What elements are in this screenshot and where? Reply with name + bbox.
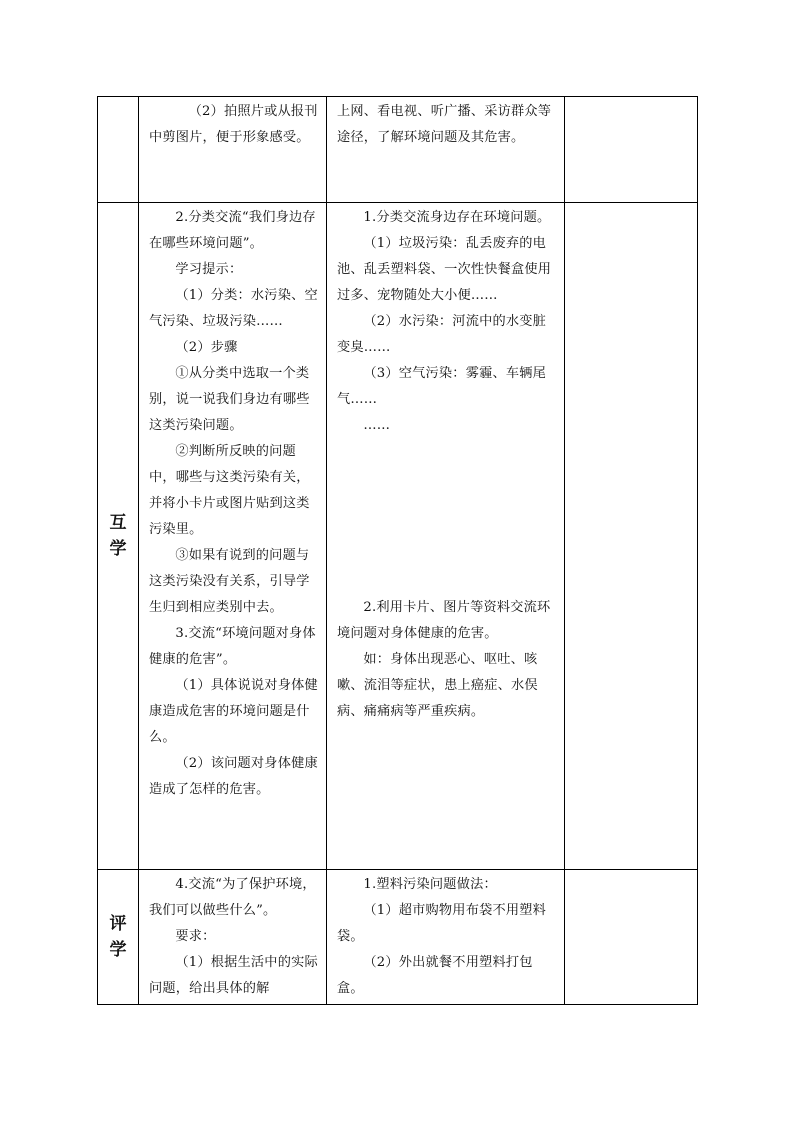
- paragraph: 学习提示：: [175, 262, 243, 277]
- paragraph: ②判断所反映的问题中，哪些与这类污染有关，并将小卡片或图片贴到这类污染里。: [149, 444, 310, 537]
- row-label-text: 评 学: [109, 914, 127, 960]
- paragraph: （3）空气污染：雾霾、车辆尾气……: [337, 366, 547, 407]
- notes-cell: [565, 870, 698, 1005]
- paragraph: （1）根据生活中的实际问题，给出具体的解: [149, 955, 318, 996]
- notes-cell: [565, 203, 698, 870]
- teacher-activity: [139, 97, 326, 151]
- paragraph: ①从分类中选取一个类别，说一说我们身边有哪些这类污染问题。: [149, 366, 310, 433]
- paragraph: （2）拍照片或从报刊中剪图片，便于形象感受。: [149, 104, 318, 145]
- paragraph: ……: [363, 418, 391, 433]
- paragraph: 2.利用卡片、图片等资料交流环境问题对身体健康的危害。: [337, 600, 551, 641]
- paragraph: 3.交流“环境问题对身体健康的危害”。: [149, 626, 316, 667]
- paragraph: （1）分类：水污染、空气污染、垃圾污染……: [149, 288, 318, 329]
- teacher-activity-cell: [139, 870, 327, 1005]
- paragraph: 1.塑料污染问题做法：: [363, 877, 497, 892]
- paragraph: 1.分类交流身边存在环境问题。: [363, 210, 551, 225]
- paragraph: （1）具体说说对身体健康造成危害的环境问题是什么。: [149, 678, 318, 745]
- notes-cell: [565, 97, 698, 203]
- paragraph: （2）该问题对身体健康造成了怎样的危害。: [149, 756, 318, 797]
- paragraph: 上网、看电视、听广播、采访群众等途径，了解环境问题及其危害。: [337, 104, 552, 145]
- paragraph: （2）外出就餐不用塑料打包盒。: [337, 955, 533, 996]
- student-activity: [327, 97, 564, 151]
- row-label-huxue: [98, 203, 139, 870]
- paragraph: （1）垃圾污染：乱丢废弃的电池、乱丢塑料袋、一次性快餐盒使用过多、宠物随处大小便……: [337, 236, 552, 303]
- row-label-pingxue: [98, 870, 139, 1005]
- student-activity-cell: [327, 203, 565, 870]
- row-label: [98, 97, 139, 203]
- lesson-plan-table: [97, 96, 698, 1005]
- paragraph: （2）水污染：河流中的水变脏变臭……: [337, 314, 547, 355]
- row-label-text: 互 学: [109, 513, 127, 559]
- row-continued: [98, 97, 698, 203]
- student-activity-cell: [327, 97, 565, 203]
- paragraph: 4.交流“为了保护环境，我们可以做些什么”。: [149, 877, 316, 918]
- teacher-activity: [139, 870, 326, 1002]
- paragraph: ③如果有说到的问题与这类污染没有关系，引导学生归到相应类别中去。: [149, 548, 310, 615]
- student-activity-cell: [327, 870, 565, 1005]
- student-activity: [327, 870, 564, 1002]
- paragraph: 2.分类交流“我们身边存在哪些环境问题”。: [149, 210, 316, 251]
- row-pingxue: [98, 870, 698, 1005]
- row-huxue: [98, 203, 698, 870]
- teacher-activity-cell: [139, 203, 327, 870]
- student-activity: [327, 203, 564, 725]
- paragraph: 要求：: [175, 929, 216, 944]
- teacher-activity-cell: [139, 97, 327, 203]
- paragraph: （2）步骤: [175, 340, 238, 355]
- paragraph: 如：身体出现恶心、呕吐、咳嗽、流泪等症状，患上癌症、水俣病、痛痛病等严重疾病。: [337, 652, 538, 719]
- paragraph: （1）超市购物用布袋不用塑料袋。: [337, 903, 547, 944]
- teacher-activity: [139, 203, 326, 803]
